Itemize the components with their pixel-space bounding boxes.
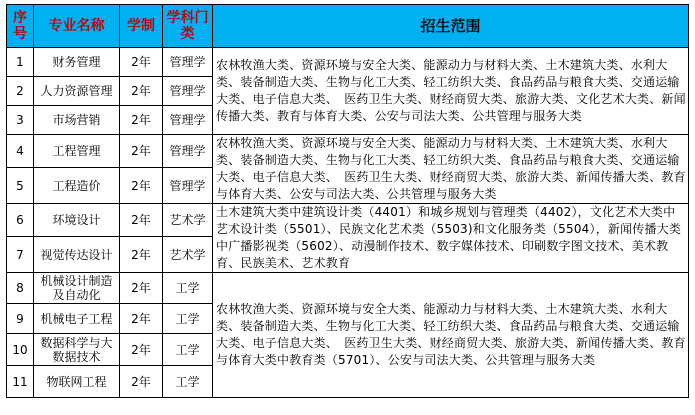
cell-duration: 2年 bbox=[120, 273, 163, 304]
cell-major: 财务管理 bbox=[34, 48, 120, 77]
header-no: 序号 bbox=[7, 5, 34, 48]
table-row bbox=[7, 48, 689, 77]
header-scope: 招生范围 bbox=[213, 5, 689, 48]
cell-no: 2 bbox=[7, 77, 34, 106]
cell-major: 数据科学与大数据技术 bbox=[34, 334, 120, 366]
cell-duration: 2年 bbox=[120, 237, 163, 273]
cell-duration: 2年 bbox=[120, 366, 163, 398]
cell-no: 1 bbox=[7, 48, 34, 77]
cell-no: 10 bbox=[7, 334, 34, 366]
cell-no: 11 bbox=[7, 366, 34, 398]
enrollment-table-wrapper bbox=[6, 4, 689, 398]
cell-major: 视觉传达设计 bbox=[34, 237, 120, 273]
cell-major: 机械电子工程 bbox=[34, 304, 120, 334]
cell-duration: 2年 bbox=[120, 334, 163, 366]
cell-category: 管理学 bbox=[163, 168, 213, 204]
table-row bbox=[7, 273, 689, 304]
cell-scope: 农林牧渔大类、资源环境与安全大类、能源动力与材料大类、土木建筑大类、水利大类、装备制造大类、生物与化工大类、轻工纺织大类、食品药品与粮食大类、交通运输大类、电子信息大类、 医药卫生大类、财经商贸大类、旅游大类、新闻传播大类、教育与体育大类中教育类（5701）、公安与司法大类、公共管理与服务大类 bbox=[213, 273, 689, 398]
cell-no: 4 bbox=[7, 135, 34, 168]
cell-category: 工学 bbox=[163, 304, 213, 334]
cell-duration: 2年 bbox=[120, 168, 163, 204]
table-row bbox=[7, 204, 689, 237]
cell-category: 管理学 bbox=[163, 48, 213, 77]
header-major: 专业名称 bbox=[34, 5, 120, 48]
header-duration: 学制 bbox=[120, 5, 163, 48]
cell-duration: 2年 bbox=[120, 135, 163, 168]
cell-major: 工程管理 bbox=[34, 135, 120, 168]
cell-category: 艺术学 bbox=[163, 204, 213, 237]
cell-scope: 农林牧渔大类、资源环境与安全大类、能源动力与材料大类、土木建筑大类、水利大类、装备制造大类、生物与化工大类、轻工纺织大类、食品药品与粮食大类、交通运输大类、电子信息大类、 医药卫生大类、财经商贸大类、旅游大类、文化艺术大类、新闻传播大类、教育与体育大类、公安与司法大类、公共管理与服务大类 bbox=[213, 48, 689, 135]
cell-major: 机械设计制造及自动化 bbox=[34, 273, 120, 304]
cell-category: 艺术学 bbox=[163, 237, 213, 273]
enrollment-table bbox=[6, 4, 689, 398]
cell-major: 工程造价 bbox=[34, 168, 120, 204]
cell-category: 工学 bbox=[163, 366, 213, 398]
cell-no: 8 bbox=[7, 273, 34, 304]
cell-no: 3 bbox=[7, 106, 34, 135]
cell-duration: 2年 bbox=[120, 204, 163, 237]
cell-duration: 2年 bbox=[120, 77, 163, 106]
cell-no: 7 bbox=[7, 237, 34, 273]
cell-major: 物联网工程 bbox=[34, 366, 120, 398]
cell-major: 环境设计 bbox=[34, 204, 120, 237]
cell-category: 管理学 bbox=[163, 106, 213, 135]
cell-category: 工学 bbox=[163, 334, 213, 366]
table-header-row bbox=[7, 5, 689, 48]
header-category: 学科门类 bbox=[163, 5, 213, 48]
cell-duration: 2年 bbox=[120, 304, 163, 334]
cell-category: 管理学 bbox=[163, 77, 213, 106]
table-row bbox=[7, 135, 689, 168]
cell-no: 9 bbox=[7, 304, 34, 334]
cell-scope: 土木建筑大类中建筑设计类（4401）和城乡规划与管理类（4402），文化艺术大类中艺术设计类（5501）、民族文化艺术类（5503)和文化服务类（5504），新闻传播大类中广播影视类（5602）、动漫制作技术、数字媒体技术、印刷数字图文技术、美术教育、民族美术、艺术教育 bbox=[213, 204, 689, 273]
cell-category: 管理学 bbox=[163, 135, 213, 168]
cell-no: 5 bbox=[7, 168, 34, 204]
cell-duration: 2年 bbox=[120, 48, 163, 77]
cell-category: 工学 bbox=[163, 273, 213, 304]
cell-no: 6 bbox=[7, 204, 34, 237]
cell-duration: 2年 bbox=[120, 106, 163, 135]
cell-major: 市场营销 bbox=[34, 106, 120, 135]
cell-major: 人力资源管理 bbox=[34, 77, 120, 106]
cell-scope: 农林牧渔大类、资源环境与安全大类、能源动力与材料大类、土木建筑大类、水利大类、装备制造大类、生物与化工大类、轻工纺织大类、食品药品与粮食大类、交通运输大类、电子信息大类、 医药卫生大类、财经商贸大类、旅游大类、新闻传播大类、教育与体育大类、公安与司法大类、公共管理与服务大类 bbox=[213, 135, 689, 204]
